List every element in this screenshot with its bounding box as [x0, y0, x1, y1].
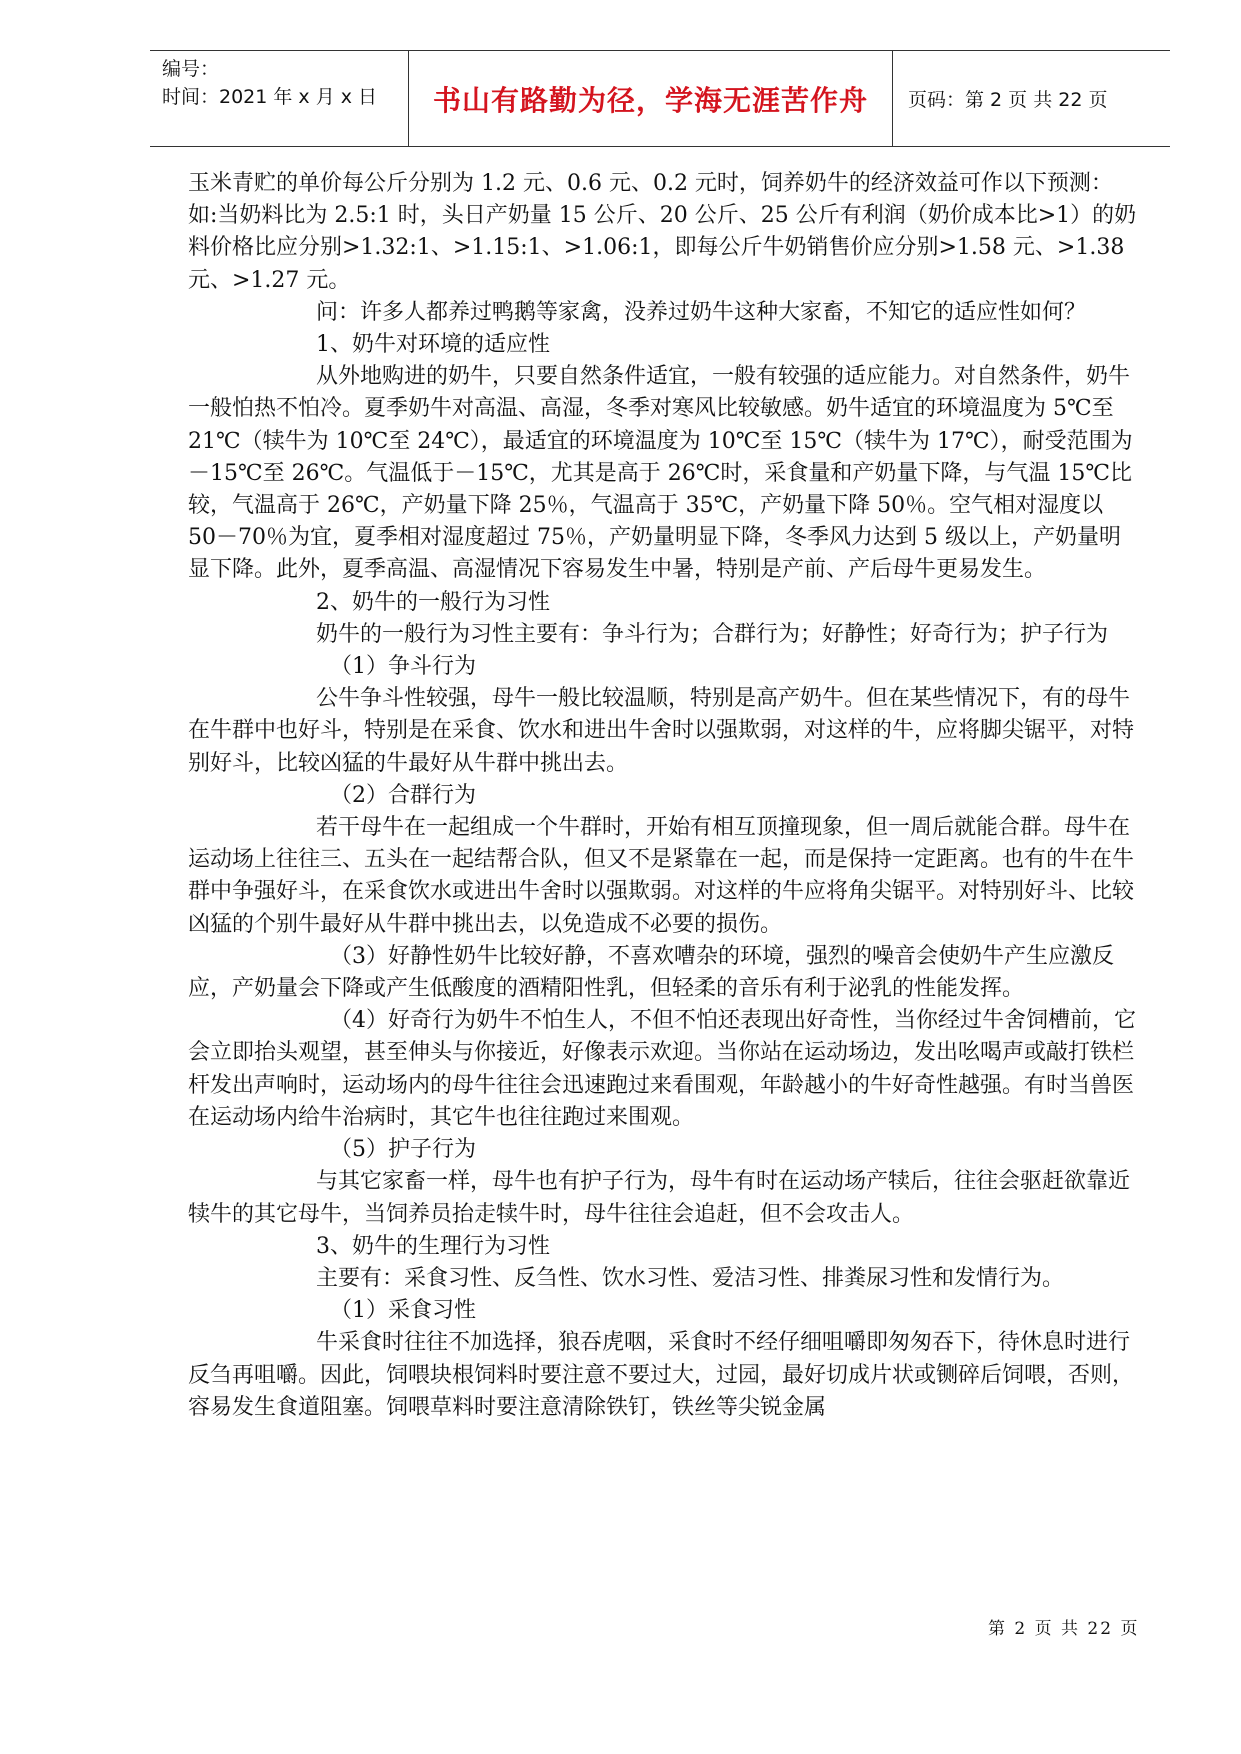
body-paragraph: （1）争斗行为 [330, 654, 476, 680]
body-paragraph: 从外地购进的奶牛，只要自然条件适宜，一般有较强的适应能力。对自然条件，奶牛一般怕热不怕冷。夏季奶牛对高温、高湿，冬季对寒风比较敏感。奶牛适宜的环境温度为 5℃至 21℃（犊牛为 10℃至 24℃），最适宜的环境温度为 10℃至 15℃（犊牛为 17℃），耐受范围为－15℃至 26℃。气温低于－15℃，尤其是高于 26℃时，采食量和产奶量下降，与气温 15℃比较，气温高于 26℃，产奶量下降 25％，气温高于 35℃，产奶量下降 50％。空气相对湿度以 50－70％为宜，夏季相对湿度超过 75％，产奶量明显下降，冬季风力达到 5 级以上，产奶量明显下降。此外，夏季高温、高湿情况下容易发生中暑，特别是产前、产后母牛更易发生。 [188, 364, 1133, 583]
page-header [150, 50, 1170, 147]
body-paragraph: （1）采食习性 [330, 1298, 476, 1324]
body-paragraph: 问：许多人都养过鸭鹅等家禽，没养过奶牛这种大家畜，不知它的适应性如何？ [316, 299, 1087, 325]
body-paragraph: 玉米青贮的单价每公斤分别为 1.2 元、0.6 元、0.2 元时，饲养奶牛的经济效益可作以下预测：如:当奶料比为 2.5:1 时，头日产奶量 15 公斤、20 公斤、25 公斤有利润（奶价成本比>1）的奶料价格比应分别>1.32:1、>1.15:1、>1.06:1，即每公斤牛奶销售价应分别>1.58 元、>1.38 元、>1.27 元。 [188, 171, 1137, 293]
body-paragraph: （3）好静性奶牛比较好静，不喜欢嘈杂的环境，强烈的噪音会使奶牛产生应激反应，产奶量会下降或产生低酸度的酒精阳性乳，但轻柔的音乐有利于泌乳的性能发挥。 [188, 943, 1114, 1002]
body-paragraph: 若干母牛在一起组成一个牛群时，开始有相互顶撞现象，但一周后就能合群。母牛在运动场上往往三、五头在一起结帮合队，但又不是紧靠在一起，而是保持一定距离。也有的牛在牛群中争强好斗，在采食饮水或进出牛舍时以强欺弱。对这样的牛应将角尖锯平。对特别好斗、比较凶猛的个别牛最好从牛群中挑出去，以免造成不必要的损伤。 [188, 815, 1135, 937]
body-paragraph: （5）护子行为 [330, 1137, 476, 1163]
body-paragraph: （2）合群行为 [330, 782, 476, 808]
body-paragraph: 与其它家畜一样，母牛也有护子行为，母牛有时在运动场产犊后，往往会驱赶欲靠近犊牛的其它母牛，当饲养员抬走犊牛时，母牛往往会追赶，但不会攻击人。 [188, 1169, 1131, 1227]
body-paragraph: 2、奶牛的一般行为习性 [316, 589, 550, 615]
page-footer: 第 2 页 共 22 页 [988, 1619, 1140, 1639]
body-paragraph: 1、奶牛对环境的适应性 [316, 332, 550, 358]
body-paragraph: 主要有：采食习性、反刍性、饮水习性、爱洁习性、排粪尿习性和发情行为。 [316, 1265, 1065, 1291]
header-divider-right [892, 51, 893, 146]
header-page-number: 页码：第 2 页 共 22 页 [908, 89, 1108, 111]
body-paragraph: 公牛争斗性较强，母牛一般比较温顺，特别是高产奶牛。但在某些情况下，有的母牛在牛群中也好斗，特别是在采食、饮水和进出牛舍时以强欺弱，对这样的牛，应将脚尖锯平，对特别好斗，比较凶猛的牛最好从牛群中挑出去。 [188, 686, 1135, 776]
document-time-label: 时间：2021 年 x 月 x 日 [162, 86, 378, 108]
body-paragraph: 奶牛的一般行为习性主要有：争斗行为；合群行为；好静性；好奇行为；护子行为 [316, 621, 1109, 647]
document-number-label: 编号： [162, 58, 220, 80]
body-paragraph: （4）好奇行为奶牛不怕生人，不但不怕还表现出好奇性，当你经过牛舍饲槽前，它会立即抬头观望，甚至伸头与你接近，好像表示欢迎。当你站在运动场边，发出吆喝声或敲打铁栏杆发出声响时，运动场内的母牛往往会迅速跑过来看围观，年龄越小的牛好奇性越强。有时当兽医在运动场内给牛治病时，其它牛也往往跑过来围观。 [188, 1008, 1136, 1130]
document-body [188, 168, 1138, 1424]
body-paragraph: 3、奶牛的生理行为习性 [316, 1233, 550, 1259]
header-motto: 书山有路勤为径，学海无涯苦作舟 [432, 83, 868, 117]
body-paragraph: 牛采食时往往不加选择，狼吞虎咽，采食时不经仔细咀嚼即匆匆吞下，待休息时进行反刍再咀嚼。因此，饲喂块根饲料时要注意不要过大，过园，最好切成片状或铡碎后饲喂，否则，容易发生食道阻塞。饲喂草料时要注意清除铁钉，铁丝等尖锐金属 [188, 1330, 1135, 1420]
header-meta [162, 55, 412, 111]
